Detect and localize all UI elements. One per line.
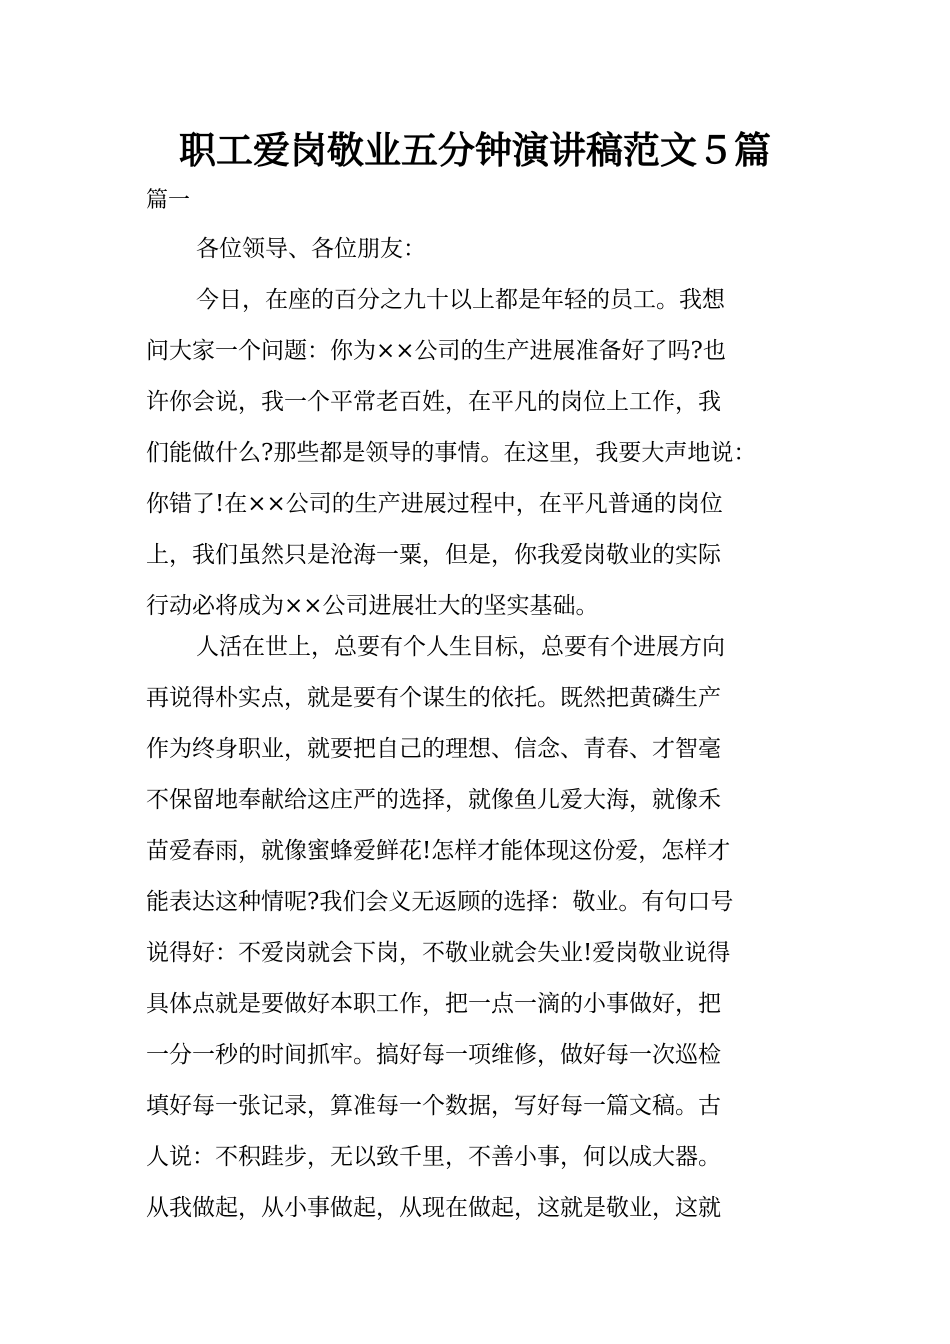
paragraph-line: 许你会说，我一个平常老百姓，在平凡的岗位上工作，我 <box>146 389 721 415</box>
paragraph-line: 问大家一个问题：你为××公司的生产进展准备好了吗?也 <box>146 338 726 364</box>
paragraph-line: 说得好：不爱岗就会下岗，不敬业就会失业!爱岗敬业说得 <box>146 940 731 966</box>
paragraph-line: 能表达这种情呢?我们会义无返顾的选择：敬业。有句口号 <box>146 889 734 915</box>
paragraph-line: 今日，在座的百分之九十以上都是年轻的员工。我想 <box>196 287 725 313</box>
paragraph-line: 上，我们虽然只是沧海一粟，但是，你我爱岗敬业的实际 <box>146 542 721 568</box>
paragraph-line: 苗爱春雨，就像蜜蜂爱鲜花!怎样才能体现这份爱，怎样才 <box>146 838 731 864</box>
paragraph-line: 从我做起，从小事做起，从现在做起，这就是敬业，这就 <box>146 1195 721 1221</box>
paragraph-2 <box>146 622 810 1234</box>
paragraph-line: 作为终身职业，就要把自己的理想、信念、青春、才智毫 <box>146 736 721 762</box>
paragraph-line: 具体点就是要做好本职工作，把一点一滴的小事做好，把 <box>146 991 721 1017</box>
paragraph-line: 人活在世上，总要有个人生目标，总要有个进展方向 <box>196 634 725 660</box>
greeting-line: 各位领导、各位朋友： <box>196 236 426 262</box>
paragraph-line: 不保留地奉献给这庄严的选择，就像鱼儿爱大海，就像禾 <box>146 787 721 813</box>
paragraph-line: 们能做什么?那些都是领导的事情。在这里，我要大声地说： <box>146 440 757 466</box>
paragraph-line: 一分一秒的时间抓牢。搞好每一项维修，做好每一次巡检 <box>146 1042 721 1068</box>
paragraph-line: 再说得朴实点，就是要有个谋生的依托。既然把黄磷生产 <box>146 685 721 711</box>
greeting-paragraph <box>146 224 810 275</box>
paragraph-line: 你错了!在××公司的生产进展过程中，在平凡普通的岗位 <box>146 491 723 517</box>
document-title: 职工爱岗敬业五分钟演讲稿范文５篇 <box>179 129 771 172</box>
paragraph-line: 填好每一张记录，算准每一个数据，写好每一篇文稿。古 <box>146 1093 721 1119</box>
paragraph-1 <box>146 275 810 632</box>
paragraph-line: 行动必将成为××公司进展壮大的坚实基础。 <box>146 593 599 619</box>
paragraph-line: 人说：不积跬步，无以致千里，不善小事，何以成大器。 <box>146 1144 721 1170</box>
section-label: 篇一 <box>146 188 191 213</box>
